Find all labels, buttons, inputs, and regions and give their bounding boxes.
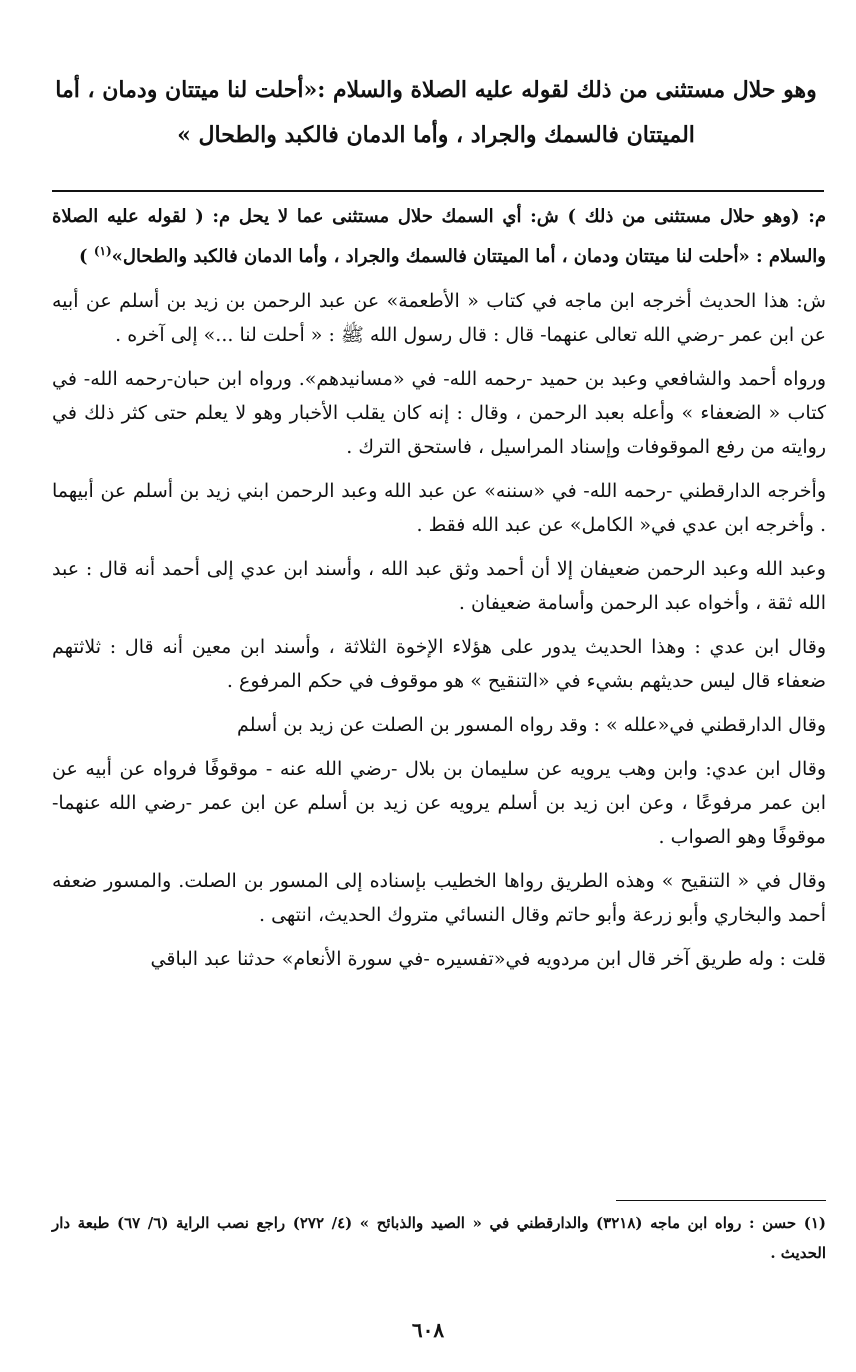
commentary-paragraph-6: وقال ابن عدي : وهذا الحديث يدور على هؤلاء الإخوة الثلاثة ، وأسند ابن معين أنه قال : ثلاثتهم ضعفاء قال ليس حديثهم بشيء في «التنقيح » هو موقوف في حكم المرفوع . (52, 636, 826, 692)
commentary-section (52, 200, 826, 986)
commentary-paragraph-7: وقال الدارقطني في«علله » : وقد رواه المسور بن الصلت عن زيد بن أسلم (237, 714, 826, 736)
separator-line (52, 190, 824, 192)
commentary-paragraph-1 (52, 200, 826, 274)
footnote: (١) حسن : رواه ابن ماجه (٣٢١٨) والدارقطني في « الصيد والذبائح » (٤/ ٢٧٢) راجع نصب الراية (٦/ ٦٧) طبعة دار الحديث . (52, 1214, 827, 1262)
commentary-paragraph-8: وقال ابن عدي: وابن وهب يرويه عن سليمان بن بلال -رضي الله عنه - موقوفًا فرواه عن أبيه عن ابن عمر مرفوعًا ، وعن ابن زيد بن أسلم يرويه عن زيد بن أسلم عن ابن عمر -رضي الله عنهما- موقوفًا وهو الصواب . (52, 758, 826, 848)
footnote-separator (616, 1200, 826, 1201)
commentary-paragraph-9: وقال في « التنقيح » وهذه الطريق رواها الخطيب بإسناده إلى المسور بن الصلت. والمسور ضعفه أحمد والبخاري وأبو زرعة وأبو حاتم وقال النسائي متروك الحديث، انتهى . (52, 870, 826, 926)
commentary-paragraph-3: ورواه أحمد والشافعي وعبد بن حميد -رحمه الله- في «مسانيدهم». ورواه ابن حبان-رحمه الله- في كتاب « الضعفاء » وأعله بعبد الرحمن ، وقال : إنه كان يقلب الأخبار وهو لا يعلم حتى كثر ذلك في روايته من رفع الموقوفات وإسناد المراسيل ، فاستحق الترك . (52, 368, 826, 458)
matn-text: وهو حلال مستثنى من ذلك لقوله عليه الصلاة والسلام :«أحلت لنا ميتتان ودمان ، أما الميتتان فالسمك والجراد ، وأما الدمان فالكبد والطحال » (55, 77, 817, 148)
commentary-paragraph-1-end: ) (79, 246, 94, 267)
commentary-paragraph-4: وأخرجه الدارقطني -رحمه الله- في «سننه» عن عبد الله وعبد الرحمن ابني زيد بن أسلم عن أبيهما . وأخرجه ابن عدي في« الكامل» عن عبد الله فقط . (52, 480, 826, 536)
commentary-paragraph-1-text: م: (وهو حلال مستثنى من ذلك ) ش: أي السمك حلال مستثنى عما لا يحل م: ( لقوله عليه الصلاة والسلام : «أحلت لنا ميتتان ودمان ، أما الميتتان فالسمك والجراد ، وأما الدمان فالكبد والطحال» (52, 206, 826, 267)
commentary-paragraph-2: ش: هذا الحديث أخرجه ابن ماجه في كتاب « الأطعمة» عن عبد الرحمن بن زيد بن أسلم عن أبيه عن ابن عمر -رضي الله تعالى عنهما- قال : قال رسول الله ﷺ : « أحلت لنا ...» إلى آخره . (52, 290, 826, 346)
footnote-reference: (١) (93, 244, 112, 258)
commentary-paragraph-10: قلت : وله طريق آخر قال ابن مردويه في«تفسيره -في سورة الأنعام» حدثنا عبد الباقي (150, 948, 826, 970)
commentary-paragraph-5: وعبد الله وعبد الرحمن ضعيفان إلا أن أحمد وثق عبد الله ، وأسند ابن عدي إلى أحمد أنه قال : عبد الله ثقة ، وأخواه عبد الرحمن وأسامة ضعيفان . (52, 558, 826, 614)
page-number: ٦٠٨ (411, 1318, 445, 1342)
